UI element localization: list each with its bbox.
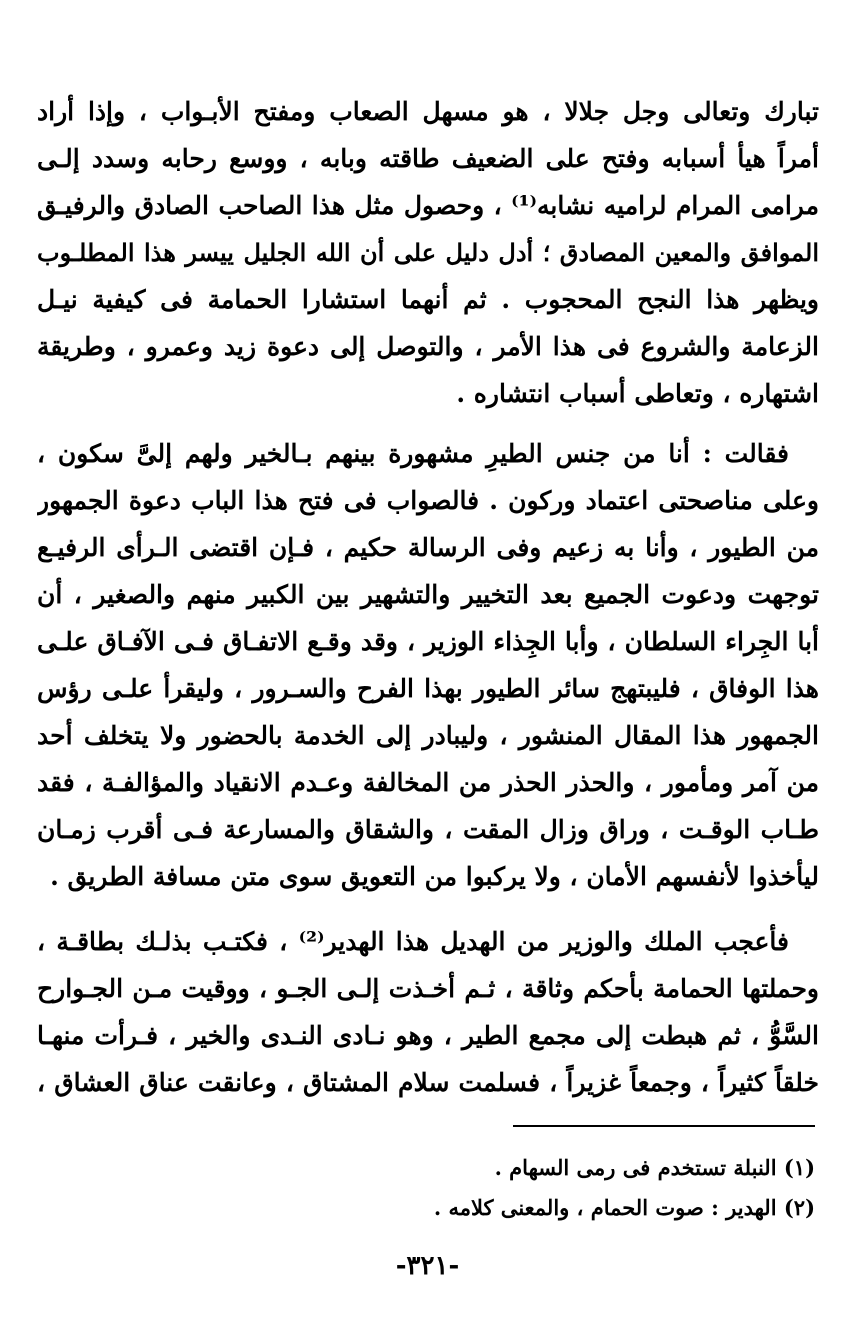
text-line: تبارك وتعالى وجل جلالا ، هو مسهل الصعاب ومفتح الأبـواب ، وإذا أراد — [37, 97, 819, 126]
text-line: الزعامة والشروع فى هذا الأمر ، والتوصل إلى دعوة زيد وعمرو ، وطريقة — [37, 332, 819, 361]
text-line: من آمر ومأمور ، والحذر الحذر من المخالفة وعـدم الانقياد والمؤالفـة ، فقد — [37, 768, 819, 797]
page-number: -٣٢١- — [395, 1251, 460, 1281]
text-line: أبا الجِراء السلطان ، وأبا الجِذاء الوزير ، وقد وقـع الاتفـاق فـى الآفـاق علـى — [37, 627, 819, 656]
footnote-divider — [513, 1125, 815, 1127]
paragraph-3 — [37, 918, 819, 1106]
text-line: فأعجب الملك والوزير من الهديل هذا الهدير⁽²⁾ ، فكتـب بذلـك بطاقـة ، — [37, 927, 790, 956]
text-line: هذا الوفاق ، فليبتهج سائر الطيور بهذا الفرح والسـرور ، وليقرأ علـى رؤس — [37, 674, 819, 703]
text-line: طـاب الوقـت ، وراق وزال المقت ، والشقاق والمسارعة فـى أقرب زمـان — [37, 815, 819, 844]
footnote-2: (٢) الهدير : صوت الحمام ، والمعنى كلامه . — [433, 1195, 815, 1220]
footnotes — [434, 1148, 815, 1228]
text-line: اشتهاره ، وتعاطى أسباب انتشاره . — [456, 379, 819, 408]
text-line: فقالت : أنا من جنس الطيرِ مشهورة بينهم بـالخير ولهم إلىَّ سكون ، — [37, 439, 789, 468]
text-line: أمراً هيأ أسبابه وفتح على الضعيف طاقته وبابه ، ووسع رحابه وسدد إلـى — [37, 144, 819, 173]
text-line: من الطيور ، وأنا به زعيم وفى الرسالة حكيم ، فـإن اقتضى الـرأى الرفيـع — [37, 533, 819, 562]
text-line: ويظهر هذا النجح المحجوب . ثم أنهما استشارا الحمامة فى كيفية نيـل — [37, 285, 819, 314]
text-line: مرامى المرام لراميه نشابه⁽¹⁾ ، وحصول مثل هذا الصاحب الصادق والرفيـق — [37, 191, 819, 220]
paragraph-2 — [37, 430, 819, 900]
paragraph-1 — [37, 88, 819, 417]
text-line: توجهت ودعوت الجميع بعد التخيير والتشهير بين الكبير منهم والصغير ، أن — [37, 580, 819, 609]
text-line: الموافق والمعين المصادق ؛ أدل دليل على أن الله الجليل ييسر هذا المطلـوب — [37, 238, 819, 267]
text-line: السَّوُّ ، ثم هبطت إلى مجمع الطير ، وهو نـادى النـدى والخير ، فـرأت منهـا — [37, 1021, 819, 1050]
text-line: الجمهور هذا المقال المنشور ، وليبادر إلى الخدمة بالحضور ولا يتخلف أحد — [37, 721, 819, 750]
text-line: وعلى مناصحتى اعتماد وركون . فالصواب فى فتح هذا الباب دعوة الجمهور — [37, 486, 819, 515]
text-line: خلقاً كثيراً ، وجمعاً غزيراً ، فسلمت سلام المشتاق ، وعانقت عناق العشاق ، — [37, 1068, 819, 1097]
text-line: ليأخذوا لأنفسهم الأمان ، ولا يركبوا من التعويق سوى متن مسافة الطريق . — [50, 862, 819, 891]
text-line: وحملتها الحمامة بأحكم وثاقة ، ثـم أخـذت إلـى الجـو ، ووقيت مـن الجـوارح — [37, 974, 819, 1003]
footnote-1: (١) النبلة تستخدم فى رمى السهام . — [494, 1155, 815, 1180]
